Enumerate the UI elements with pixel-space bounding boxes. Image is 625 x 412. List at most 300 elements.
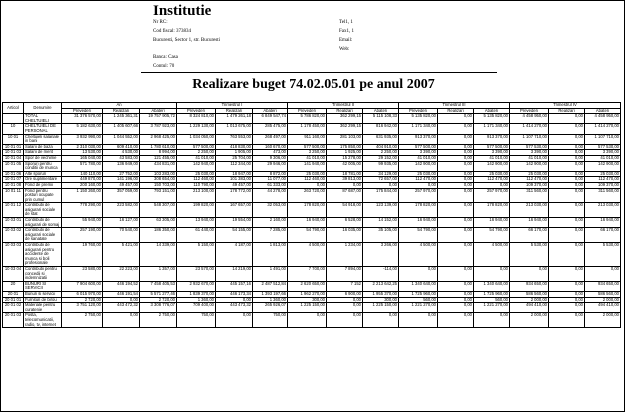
row-value: 6 528,00 — [327, 218, 363, 228]
row-value: 0,00 — [549, 171, 585, 177]
row-value: 577 530,00 — [585, 144, 621, 150]
row-value: 16 035,00 — [327, 228, 363, 243]
row-value: 1 393 197,66 — [253, 291, 288, 297]
row-value: 23 580,00 — [62, 267, 103, 282]
row-value: 7 152 — [327, 281, 363, 291]
row-value: 63 305,00 — [140, 218, 177, 228]
row-value: 571 780,00 — [62, 161, 103, 171]
row-value: 0,00 — [474, 182, 510, 188]
row-value: 577 500,00 — [288, 144, 327, 150]
row-value: 0,00 — [399, 267, 438, 282]
row-value: 6 900,00 — [327, 291, 363, 297]
row-value: 0,00 — [438, 124, 474, 134]
row-value: 0,00 — [327, 303, 363, 313]
row-value: 0,00 — [549, 150, 585, 156]
row-value: 2 750,00 — [140, 313, 177, 328]
row-value: 72 657,00 — [363, 177, 399, 183]
row-value: 750,00 — [177, 313, 216, 328]
row-code: 10 03 01 — [3, 218, 24, 228]
row-value: 0,00 — [549, 303, 585, 313]
row-value: 934 650,00 — [510, 281, 549, 291]
row-value: 112 470,00 — [399, 177, 438, 183]
row-value: 142 940,00 — [177, 161, 216, 171]
row-value: 2 000,00 — [510, 313, 549, 328]
row-value: 0,00 — [438, 161, 474, 171]
report-title: Realizare buget 74.02.05.01 pe anul 2007 — [192, 77, 435, 92]
row-value: 1 225 150,00 — [363, 303, 399, 313]
row-value: 257 190,00 — [62, 228, 103, 243]
row-value: 141 196,00 — [103, 177, 140, 183]
table-row — [3, 303, 621, 313]
row-value: 577 500,00 — [399, 144, 438, 150]
row-value: 44 278,00 — [253, 188, 288, 203]
row-code: 10 01 07 — [3, 177, 24, 183]
row-value: 39 813,00 — [327, 177, 363, 183]
row-value: 5 135 820,00 — [474, 114, 510, 124]
table-row — [3, 228, 621, 243]
row-value: 5 786 820,00 — [288, 114, 327, 124]
row-value: 0,00 — [288, 313, 327, 328]
row-value: 913 370,00 — [399, 134, 438, 144]
row-value: 560,00 — [474, 297, 510, 303]
row-value: 23 570,00 — [177, 267, 216, 282]
row-value: 0,00 — [438, 297, 474, 303]
row-value: 257 970,00 — [474, 188, 510, 203]
row-value: 5 530,00 — [585, 243, 621, 267]
row-value: 300,00 — [288, 297, 327, 303]
row-name: Sporuri pentru conditii de munca — [24, 161, 62, 171]
row-value: 0,00 — [103, 297, 140, 303]
row-value: 0,00 — [103, 313, 140, 328]
row-value: 0,00 — [549, 243, 585, 267]
row-code: 10 01 — [3, 134, 24, 144]
row-code: 20 01 02 — [3, 303, 24, 313]
row-value: 362 299,15 — [327, 114, 363, 124]
row-value: 793 151,00 — [140, 188, 177, 203]
contul: Contul: 70 — [153, 64, 175, 69]
row-value: 911 160,00 — [288, 134, 327, 144]
row-value: -114,00 — [363, 267, 399, 282]
row-value: 418 830,00 — [216, 144, 253, 150]
row-value: 31 376 570,00 — [62, 114, 103, 124]
sub-header: Prevederi — [62, 108, 103, 114]
table-row — [3, 155, 621, 161]
row-value: 167 657,00 — [216, 203, 253, 218]
row-value: 7 458 405,53 — [140, 281, 177, 291]
row-value: 2 000,00 — [585, 297, 621, 303]
row-code: 10 — [3, 124, 24, 134]
row-value: 121 455,00 — [140, 155, 177, 161]
row-value: 199 820,00 — [177, 203, 216, 218]
row-value: 1 725 960,00 — [474, 291, 510, 297]
row-value: 763 553,00 — [216, 134, 253, 144]
row-value: 3 932 990,00 — [62, 134, 103, 144]
row-value: 15 278,00 — [327, 155, 363, 161]
row-value: 29 152,00 — [363, 155, 399, 161]
row-value: 445 157,16 — [216, 281, 253, 291]
row-value: 4 458 950,00 — [585, 114, 621, 124]
row-value: 1 034 050,00 — [177, 134, 216, 144]
sub-header: Prevederi — [288, 108, 327, 114]
row-code: 20 01 01 — [3, 297, 24, 303]
row-name: Furnituri de birou — [24, 297, 62, 303]
row-value: 101 383,00 — [216, 177, 253, 183]
row-value: 0,00 — [438, 218, 474, 228]
nr-rc: Nr RC: — [153, 20, 168, 25]
row-value: 112 460,00 — [177, 177, 216, 183]
row-name: CHELTUIELI DE PERSONAL — [24, 124, 62, 134]
row-value: 1 479 261,18 — [216, 114, 253, 124]
row-value: 5 150,00 — [177, 243, 216, 267]
row-value: 61 440,00 — [177, 228, 216, 243]
row-value: 123 139,00 — [363, 203, 399, 218]
row-value: 5 182 630,00 — [62, 124, 103, 134]
row-value: 112 470,00 — [510, 177, 549, 183]
table-row — [3, 124, 621, 134]
row-name: Bunuri si servicii — [24, 291, 62, 297]
row-name: Materiale pentru curatenie — [24, 303, 62, 313]
row-value: 1 171 340,00 — [399, 124, 438, 134]
row-value: 160 670,00 — [253, 144, 288, 150]
header-divider — [141, 72, 497, 73]
row-value: 2 310 030,00 — [62, 144, 103, 150]
table-row — [3, 134, 621, 144]
row-value: 13 940,00 — [177, 218, 216, 228]
row-value: 1 962 270,00 — [288, 291, 327, 297]
table-row — [3, 267, 621, 282]
table-row — [3, 281, 621, 291]
table-row — [3, 144, 621, 150]
row-value: 2 213 642,25 — [363, 281, 399, 291]
row-value: 1 107 710,00 — [585, 134, 621, 144]
row-value: 175 850,00 — [327, 144, 363, 150]
row-value: 0,00 — [438, 281, 474, 291]
table-row — [3, 203, 621, 218]
row-value: 0,00 — [549, 182, 585, 188]
row-value: 142 900,00 — [585, 161, 621, 171]
row-value: 54 918,00 — [327, 203, 363, 218]
row-value: 0,00 — [549, 161, 585, 171]
row-value: 2 000,00 — [510, 297, 549, 303]
row-value: 2 250,00 — [177, 150, 216, 156]
row-name: Ore suplimentare — [24, 177, 62, 183]
table-row — [3, 188, 621, 203]
row-value: 5 530,00 — [510, 243, 549, 267]
row-name: TOTAL CHELTUIELI — [24, 114, 62, 124]
row-code: 10 01 01 — [3, 144, 24, 150]
sub-header: Abateri — [585, 108, 621, 114]
row-value: 0,00 — [510, 267, 549, 282]
row-value: 631 935,00 — [363, 134, 399, 144]
tel: Tel1, 1 — [339, 20, 353, 25]
row-value: 25 030,00 — [474, 171, 510, 177]
row-name: Cheltuieli salariale in bani — [24, 134, 62, 144]
row-value: 165 040,00 — [62, 155, 103, 161]
row-value: 7 904 600,00 — [62, 281, 103, 291]
row-code: 10 03 02 — [3, 228, 24, 243]
row-value: 103 283,00 — [140, 171, 177, 177]
row-value: 2 932 670,00 — [177, 281, 216, 291]
row-value: 5 571 277,46 — [140, 291, 177, 297]
row-value: 200 160,00 — [62, 182, 103, 188]
row-value: 16 940,00 — [474, 218, 510, 228]
row-value: 0,00 — [438, 228, 474, 243]
row-value: 112 344,00 — [216, 161, 253, 171]
row-value: 300,00 — [363, 297, 399, 303]
row-value: 586 560,00 — [585, 291, 621, 297]
row-name: Contributii de asigurari de somaj — [24, 218, 62, 228]
row-value: 35 105,00 — [363, 228, 399, 243]
budget-table — [2, 102, 621, 328]
row-value: 1 171 340,00 — [474, 124, 510, 134]
table-row — [3, 161, 621, 171]
row-value: 0,00 — [438, 291, 474, 297]
row-value: 109 370,00 — [510, 182, 549, 188]
row-value: 175 844,00 — [363, 188, 399, 203]
row-value: 0,00 — [549, 313, 585, 328]
row-value: 1 150 260,00 — [62, 188, 103, 203]
row-value: 22 223,00 — [103, 267, 140, 282]
row-value: 1 107 710,00 — [510, 134, 549, 144]
row-value: 2 160,00 — [253, 218, 288, 228]
row-value: 140 110,00 — [62, 171, 103, 177]
row-name: Contributii de asigurari sociale de stat — [24, 203, 62, 218]
row-value: 0,00 — [549, 144, 585, 150]
row-value: 285 475,00 — [253, 124, 288, 134]
row-value: 141 940,00 — [288, 161, 327, 171]
row-value: 1 839 370,00 — [177, 291, 216, 297]
sub-header: Abateri — [474, 108, 510, 114]
row-value: 14 152,00 — [363, 218, 399, 228]
row-code: 10 01 06 — [3, 171, 24, 177]
sub-header: Realizari — [327, 108, 363, 114]
row-value: 357 059,00 — [103, 188, 140, 203]
row-value: 0,00 — [438, 303, 474, 313]
row-value: 8 324 810,00 — [177, 114, 216, 124]
row-value: 0,00 — [474, 267, 510, 282]
row-value: 5 135 820,00 — [399, 114, 438, 124]
row-value: 70 540,00 — [103, 228, 140, 243]
row-value: 25 704,00 — [216, 155, 253, 161]
row-code: 20 — [3, 281, 24, 291]
row-value: 43 583,00 — [103, 155, 140, 161]
row-value: 2 968 425,00 — [140, 134, 177, 144]
row-value: 9 306,00 — [253, 155, 288, 161]
row-value: 0,00 — [438, 188, 474, 203]
row-value: 5 115 108,33 — [363, 114, 399, 124]
row-value: 13 530,00 — [62, 150, 103, 156]
row-value: 54 790,00 — [474, 228, 510, 243]
row-value: 0,00 — [327, 182, 363, 188]
row-code: 20 01 — [3, 291, 24, 297]
row-value: 1 360,00 — [177, 297, 216, 303]
row-name: Fond de premii — [24, 182, 62, 188]
table-row — [3, 177, 621, 183]
group-header: Trimestrul II — [288, 103, 399, 109]
row-value: 0,00 — [549, 177, 585, 183]
row-value: 25 030,00 — [510, 171, 549, 177]
row-value: 709 400,00 — [177, 303, 216, 313]
row-value: 99 935,00 — [363, 161, 399, 171]
row-value: 0,00 — [549, 281, 585, 291]
row-value: 257 970,00 — [399, 188, 438, 203]
row-value: 4 530,00 — [103, 150, 140, 156]
row-value: 0,00 — [327, 313, 363, 328]
row-value: 1 178 450,00 — [288, 124, 327, 134]
row-value: 362 299,15 — [327, 124, 363, 134]
row-value: 41 010,00 — [510, 155, 549, 161]
row-value: 750,00 — [253, 313, 288, 328]
row-value: 8 994,00 — [140, 150, 177, 156]
row-value: 1 245 361,31 — [103, 114, 140, 124]
row-value: 41 010,00 — [177, 155, 216, 161]
row-value: 0,00 — [585, 267, 621, 282]
row-name: BUNURI SI SERVICII — [24, 281, 62, 291]
row-value: 1 491,00 — [253, 267, 288, 282]
row-value: 25 030,00 — [585, 171, 621, 177]
row-value: 1 013 675,00 — [216, 124, 253, 134]
row-value: 0,00 — [216, 297, 253, 303]
row-value: 0,00 — [438, 243, 474, 267]
row-name: Salarii de merit — [24, 150, 62, 156]
row-value: 0,00 — [438, 114, 474, 124]
row-value: 142 900,00 — [399, 161, 438, 171]
row-value: 0,00 — [549, 155, 585, 161]
row-value: 1 225 150,00 — [288, 303, 327, 313]
row-value: 443 472,32 — [103, 303, 140, 313]
row-value: 1 905,00 — [216, 150, 253, 156]
row-value: 16 940,00 — [585, 218, 621, 228]
row-value: 112 460,00 — [288, 177, 327, 183]
row-value: 1 357,00 — [140, 267, 177, 282]
row-value: 0,00 — [549, 124, 585, 134]
cod-fiscal: Cod fiscal: 373834 — [153, 29, 192, 34]
address: Bucuresti, Sector 1, str. Bucuresti — [153, 38, 221, 43]
row-value: 2 000,00 — [585, 313, 621, 328]
row-value: 178 820,00 — [288, 203, 327, 218]
row-value: 54 790,00 — [399, 228, 438, 243]
row-value: 1 234,00 — [327, 243, 363, 267]
row-value: 2 750,00 — [62, 313, 103, 328]
row-value: 0,00 — [216, 313, 253, 328]
row-value: 0,00 — [399, 182, 438, 188]
row-value: 577 530,00 — [510, 144, 549, 150]
row-value: 1 044 552,00 — [103, 134, 140, 144]
table-row — [3, 114, 621, 124]
row-value: 6 849 547,74 — [253, 114, 288, 124]
row-name: Contributii de asigurari sociale de sanatate — [24, 228, 62, 243]
row-value: 586 560,00 — [510, 291, 549, 297]
row-value: 449 870,00 — [62, 177, 103, 183]
row-value: 2 487 512,84 — [253, 281, 288, 291]
row-value: 5 421,00 — [103, 243, 140, 267]
row-value: 19 554,00 — [216, 218, 253, 228]
row-code: 10 01 12 — [3, 203, 24, 218]
fax: Fax1, 1 — [339, 29, 354, 34]
institution-name: Institutie — [153, 3, 212, 19]
row-value: 213 030,00 — [585, 203, 621, 218]
row-value: 16 940,00 — [510, 218, 549, 228]
row-value: 4 500,00 — [288, 243, 327, 267]
row-value: 41 010,00 — [585, 155, 621, 161]
row-value: 186 350,00 — [140, 228, 177, 243]
row-value: 61 333,00 — [253, 182, 288, 188]
row-value: 434 831,00 — [140, 161, 177, 171]
sub-header: Abateri — [140, 108, 177, 114]
row-value: 0,00 — [438, 182, 474, 188]
group-header: Trimestrul IV — [510, 103, 621, 109]
row-value: 66 170,00 — [585, 228, 621, 243]
row-value: 2 620 650,00 — [288, 281, 327, 291]
row-value: 263 720,00 — [288, 188, 327, 203]
row-value: 0,00 — [327, 297, 363, 303]
row-value: 1 405 607,66 — [103, 124, 140, 134]
row-value: 548 307,00 — [140, 203, 177, 218]
row-value: 404 910,00 — [363, 144, 399, 150]
row-value: 265 926,07 — [253, 303, 288, 313]
row-code: 10 01 08 — [3, 182, 24, 188]
row-value: 311 560,00 — [510, 188, 549, 203]
row-value: 8 872,00 — [253, 171, 288, 177]
row-value: 27 752,00 — [103, 171, 140, 177]
row-value: 816 942,00 — [363, 124, 399, 134]
row-value: 3 250,00 — [288, 150, 327, 156]
row-value: 443 473,32 — [216, 303, 253, 313]
row-code: 10 01 04 — [3, 155, 24, 161]
group-header: Trimestrul III — [399, 103, 510, 109]
row-value: 0,00 — [438, 267, 474, 282]
sub-header: Abateri — [253, 108, 288, 114]
row-value: 41 010,00 — [288, 155, 327, 161]
row-value: 112 470,00 — [585, 177, 621, 183]
row-value: 3 390,00 — [510, 150, 549, 156]
row-value: 1 414 270,00 — [585, 124, 621, 134]
row-value: 18 781,00 — [327, 171, 363, 177]
email: Email: — [339, 38, 353, 43]
row-value: 1 813,00 — [253, 243, 288, 267]
row-code: 10 03 04 — [3, 267, 24, 282]
row-value: 4 458 950,00 — [510, 114, 549, 124]
row-value: 1 229 130,00 — [177, 124, 216, 134]
row-value: 150 703,00 — [140, 182, 177, 188]
row-value: 3 751 120,00 — [62, 303, 103, 313]
row-value: 494 410,00 — [510, 303, 549, 313]
row-value: 66 170,00 — [510, 228, 549, 243]
row-value: 3 390,00 — [585, 150, 621, 156]
row-value: 4 500,00 — [399, 243, 438, 267]
sub-header: Realizari — [103, 108, 140, 114]
row-value: 0,00 — [549, 218, 585, 228]
row-name: Contributii de asigurari pentru accidente de munca si boli profesionale — [24, 243, 62, 267]
row-value: 34 129,00 — [363, 171, 399, 177]
row-value: 1 414 270,00 — [510, 124, 549, 134]
row-value: 0,00 — [438, 203, 474, 218]
row-value: 19 760,00 — [62, 243, 103, 267]
row-value: 213 030,00 — [510, 203, 549, 218]
row-value: 1 221 270,00 — [399, 303, 438, 313]
row-value: 1 360,00 — [253, 297, 288, 303]
row-value: 178 820,00 — [474, 203, 510, 218]
row-value: 446 194,52 — [103, 281, 140, 291]
row-value: 112 470,00 — [474, 177, 510, 183]
row-value: 0,00 — [549, 291, 585, 297]
sub-header: Abateri — [363, 108, 399, 114]
row-value: 0,00 — [549, 228, 585, 243]
web: Web: — [339, 47, 350, 52]
row-value: 19 757 905,72 — [140, 114, 177, 124]
row-value: 42 005,00 — [327, 161, 363, 171]
row-value: 178 772,00 — [216, 188, 253, 203]
